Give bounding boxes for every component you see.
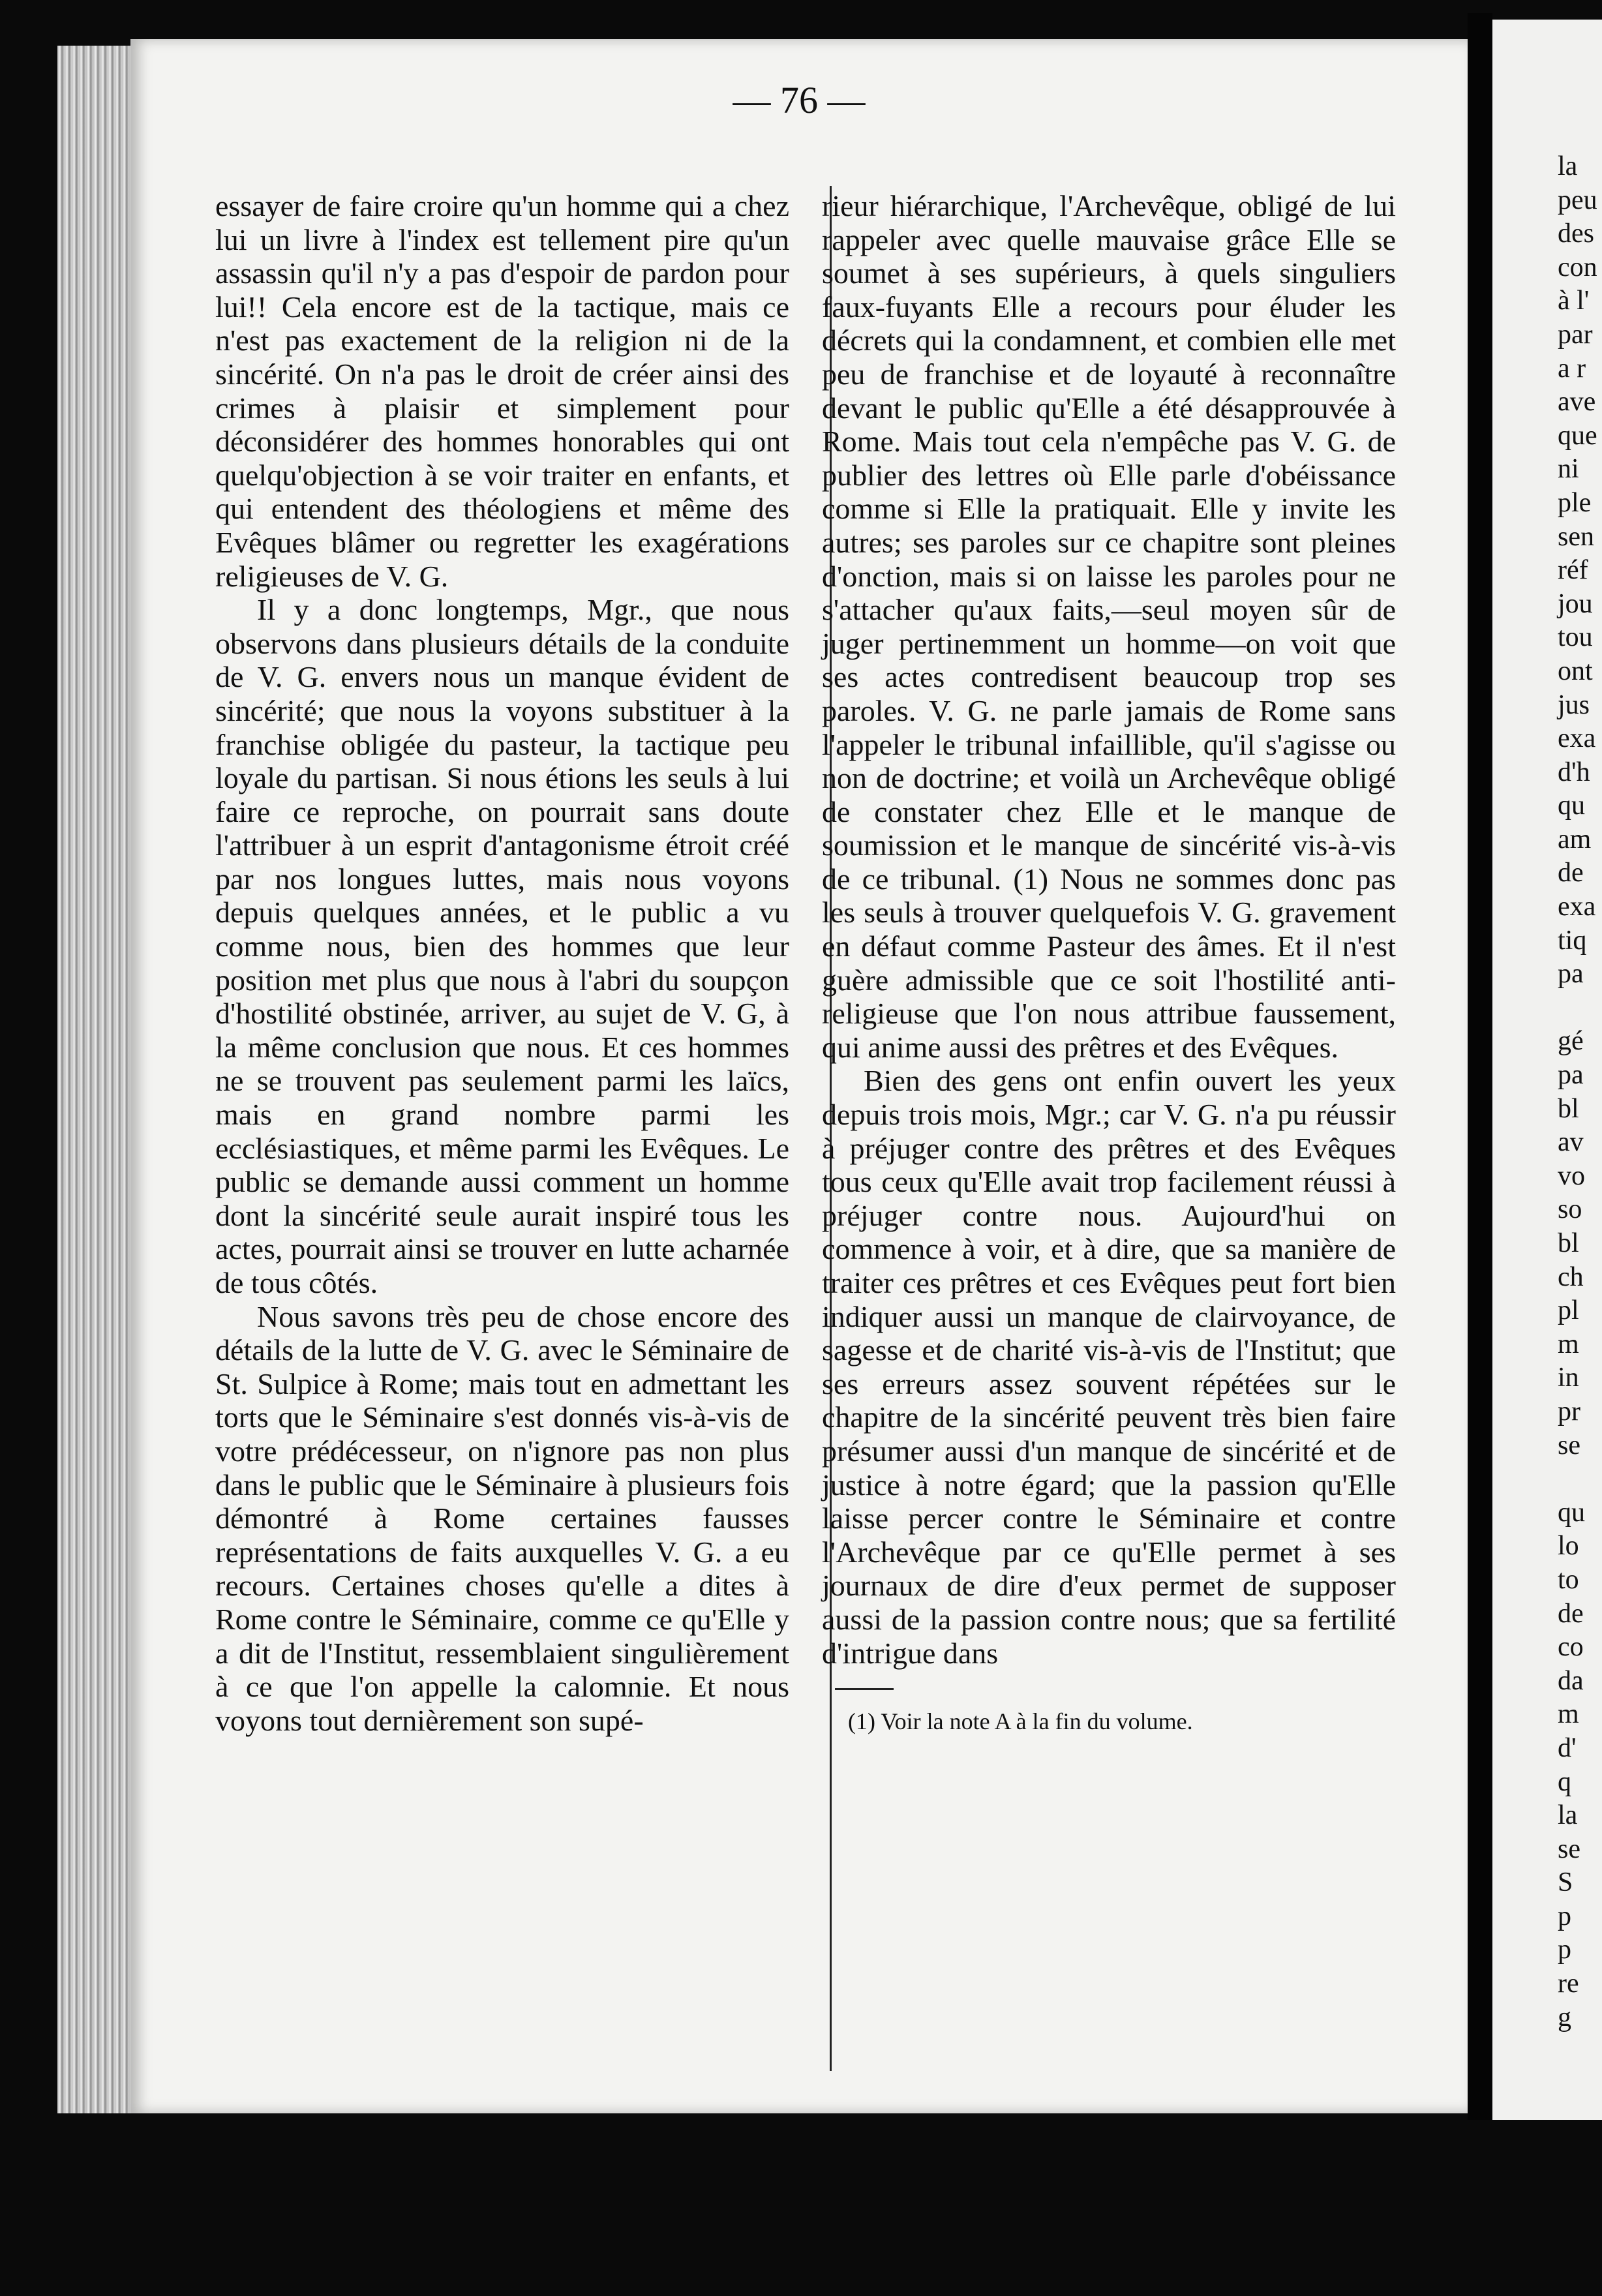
next-page-line: d' [1558, 1732, 1577, 1763]
next-page-line: co [1558, 1632, 1584, 1663]
next-page-line: am [1558, 824, 1592, 854]
next-page-line: lo [1558, 1531, 1579, 1562]
next-page-line: jou [1558, 588, 1593, 619]
next-page-text [1558, 150, 1597, 2034]
next-page-line: a r [1558, 353, 1586, 384]
next-page-line: ont [1558, 656, 1593, 686]
next-page-line: S [1558, 1867, 1573, 1898]
next-page-line: par [1558, 319, 1593, 350]
binding-gutter [1468, 13, 1492, 2120]
left-column [215, 189, 789, 1737]
next-page-line: se [1558, 1430, 1580, 1460]
next-page-line: des [1558, 219, 1594, 249]
next-page-line: ave [1558, 387, 1596, 417]
next-page-line [1558, 991, 1597, 1025]
next-page-line: la [1558, 151, 1578, 181]
next-page-line: exa [1558, 892, 1596, 922]
next-page-line: pa [1558, 959, 1584, 989]
footnote-divider [835, 1688, 894, 1690]
next-page-line: peu [1558, 185, 1597, 215]
footnote: (1) Voir la note A à la fin du volume. [848, 1708, 1193, 1735]
next-page-line: que [1558, 420, 1597, 451]
next-page-line: m [1558, 1329, 1579, 1359]
next-page-line: da [1558, 1665, 1584, 1696]
next-page-line: vo [1558, 1160, 1585, 1191]
next-page-line: q [1558, 1766, 1571, 1797]
next-page-line: sen [1558, 521, 1594, 552]
next-page-line: bl [1558, 1228, 1579, 1258]
paragraph: Bien des gens ont enfin ouvert les yeux depuis trois mois, Mgr.; car V. G. n'a pu réussir à préjuger contre des prêtres et des Evêques tous ceux qu'Elle avait trop facilement réussi à préjuger contre nous. Aujourd'hui on commence à voir, et à dire, que sa manière de traiter ces prêtres et ces Evêques peut fort bien indiquer aussi un manque de clairvoyance, de sagesse et de charité vis-à-vis de l'Institut; que ses erreurs assez souvent répétées sur le chapitre de la sincérité peuvent très bien faire présumer aussi d'un manque de sincérité et de justice à notre égard; que la passion qu'Elle laisse percer contre le Séminaire et contre l'Archevêque par ce qu'Elle permet à ses journaux de dire d'eux permet de supposer aussi de la passion contre nous; que sa fertilité d'intrigue dans [822, 1064, 1396, 1670]
right-column [822, 189, 1396, 1736]
next-page-line: bl [1558, 1093, 1579, 1124]
next-page-line [1558, 1462, 1597, 1496]
next-page-line: se [1558, 1834, 1580, 1864]
next-page-line: p [1558, 1901, 1571, 1931]
paragraph: Nous savons très peu de chose encore des détails de la lutte de V. G. avec le Séminaire de St. Sulpice à Rome; mais tout en admettant les torts que le Séminaire s'est donnés vis-à-vis de votre prédécesseur, on n'ignore pas non plus dans le public que le Séminaire à plusieurs fois démontré à Rome certaines fausses représentations de faits auxquelles V. G. a eu recours. Certaines choses qu'elle a dites à Rome contre le Séminaire, comme ce qu'Elle y a dit de l'Institut, ressemblaient singulièrement à ce que l'on appelle la calomnie. Et nous voyons tout dernièrement son supé- [215, 1299, 789, 1737]
next-page-line: pl [1558, 1295, 1579, 1326]
next-page-line: ni [1558, 454, 1579, 485]
next-page-line: in [1558, 1363, 1579, 1393]
next-page-line: à l' [1558, 286, 1590, 316]
next-page-line: d'h [1558, 757, 1590, 787]
next-page-line: m [1558, 1699, 1579, 1730]
next-page-line: tiq [1558, 925, 1587, 956]
next-page-line: re [1558, 1969, 1579, 1999]
next-page-line: pa [1558, 1060, 1584, 1091]
next-page-line: la [1558, 1800, 1578, 1831]
next-page-line: qu [1558, 791, 1585, 821]
next-page-fragment [1492, 20, 1602, 2120]
paragraph: Il y a donc longtemps, Mgr., que nous observons dans plusieurs détails de la conduite de V. G. envers nous un manque évident de sincérité; que nous la voyons substituer à la franchise obligée du pasteur, la tactique peu loyale du partisan. Si nous étions les seuls à lui faire ce reproche, on pourrait sans doute l'attribuer à un esprit d'antagonisme étroit créé par nos longues luttes, mais nous voyons depuis quelques années, et le public a vu comme nous, bien des hommes que leur position met plus que nous à l'abri du soupçon d'hostilité obstinée, arriver, au sujet de V. G, à la même conclusion que nous. Et ces hommes ne se trouvent pas seulement parmi les laïcs, mais en grand nombre parmi les ecclésiastiques, et même parmi les Evêques. Le public se demande aussi comment un homme dont la sincérité seule aurait inspiré tous les actes, pourrait ainsi se trouver en lutte acharnée de tous côtés. [215, 593, 789, 1299]
next-page-line: qu [1558, 1497, 1585, 1528]
book-page-edges [57, 46, 136, 2113]
next-page-line: réf [1558, 555, 1588, 586]
paragraph: essayer de faire croire qu'un homme qui a chez lui un livre à l'index est tellement pire qu'un assassin qu'il n'y a pas d'espoir de pardon pour lui!! Cela encore est de la tactique, mais ce n'est pas exactement de la religion ni de la sincérité. On n'a pas le droit de créer ainsi des crimes à plaisir et simplement pour déconsidérer des hommes honorables qui ont quelqu'objection à se voir traiter en enfants, et qui entendent des théologiens et même des Evêques blâmer ou regretter les exagérations religieuses de V. G. [215, 189, 789, 593]
next-page-line: con [1558, 252, 1597, 282]
next-page-line: p [1558, 1935, 1571, 1965]
next-page-line: to [1558, 1564, 1579, 1595]
book-page [130, 39, 1468, 2113]
next-page-line: pr [1558, 1396, 1580, 1427]
next-page-line: ple [1558, 487, 1592, 518]
next-page-line: exa [1558, 723, 1596, 754]
paragraph: rieur hiérarchique, l'Archevêque, obligé de lui rappeler avec quelle mauvaise grâce Elle se soumet à ses supérieurs, à quels singuliers faux-fuyants Elle a recours pour éluder les décrets qui la condamnent, et combien elle met peu de franchise et de loyauté à reconnaître devant le public qu'Elle a été désapprouvée à Rome. Mais tout cela n'empêche pas V. G. de publier des lettres où Elle parle d'obéissance comme si Elle la pratiquait. Elle y invite les autres; ses paroles sur ce chapitre sont pleines d'onction, mais si on laisse les paroles pour ne s'attacher qu'aux faits,—seul moyen sûr de juger pertinemment un homme—on voit que ses actes contredisent beaucoup trop ses paroles. V. G. ne parle jamais de Rome sans l'appeler le tribunal infaillible, qu'il s'agisse ou non de doctrine; et voilà un Archevêque obligé de constater chez Elle et le manque de soumission et le manque de sincérité vis-à-vis de ce tribunal. (1) Nous ne sommes donc pas les seuls à trouver quelquefois V. G. gravement en défaut comme Pasteur des âmes. Et il n'est guère admissible que ce soit l'hostilité anti-religieuse que l'on nous attribue faussement, qui anime aussi des prêtres et des Evêques. [822, 189, 1396, 1064]
next-page-line: g [1558, 2002, 1571, 2032]
next-page-line: jus [1558, 689, 1590, 720]
next-page-line: av [1558, 1127, 1584, 1158]
next-page-line: tou [1558, 622, 1593, 653]
next-page-line: ch [1558, 1261, 1584, 1292]
next-page-line: de [1558, 1598, 1584, 1629]
next-page-line: gé [1558, 1026, 1584, 1057]
page-number: — 76 — [733, 79, 866, 121]
next-page-line: de [1558, 858, 1584, 888]
next-page-line: so [1558, 1194, 1582, 1225]
